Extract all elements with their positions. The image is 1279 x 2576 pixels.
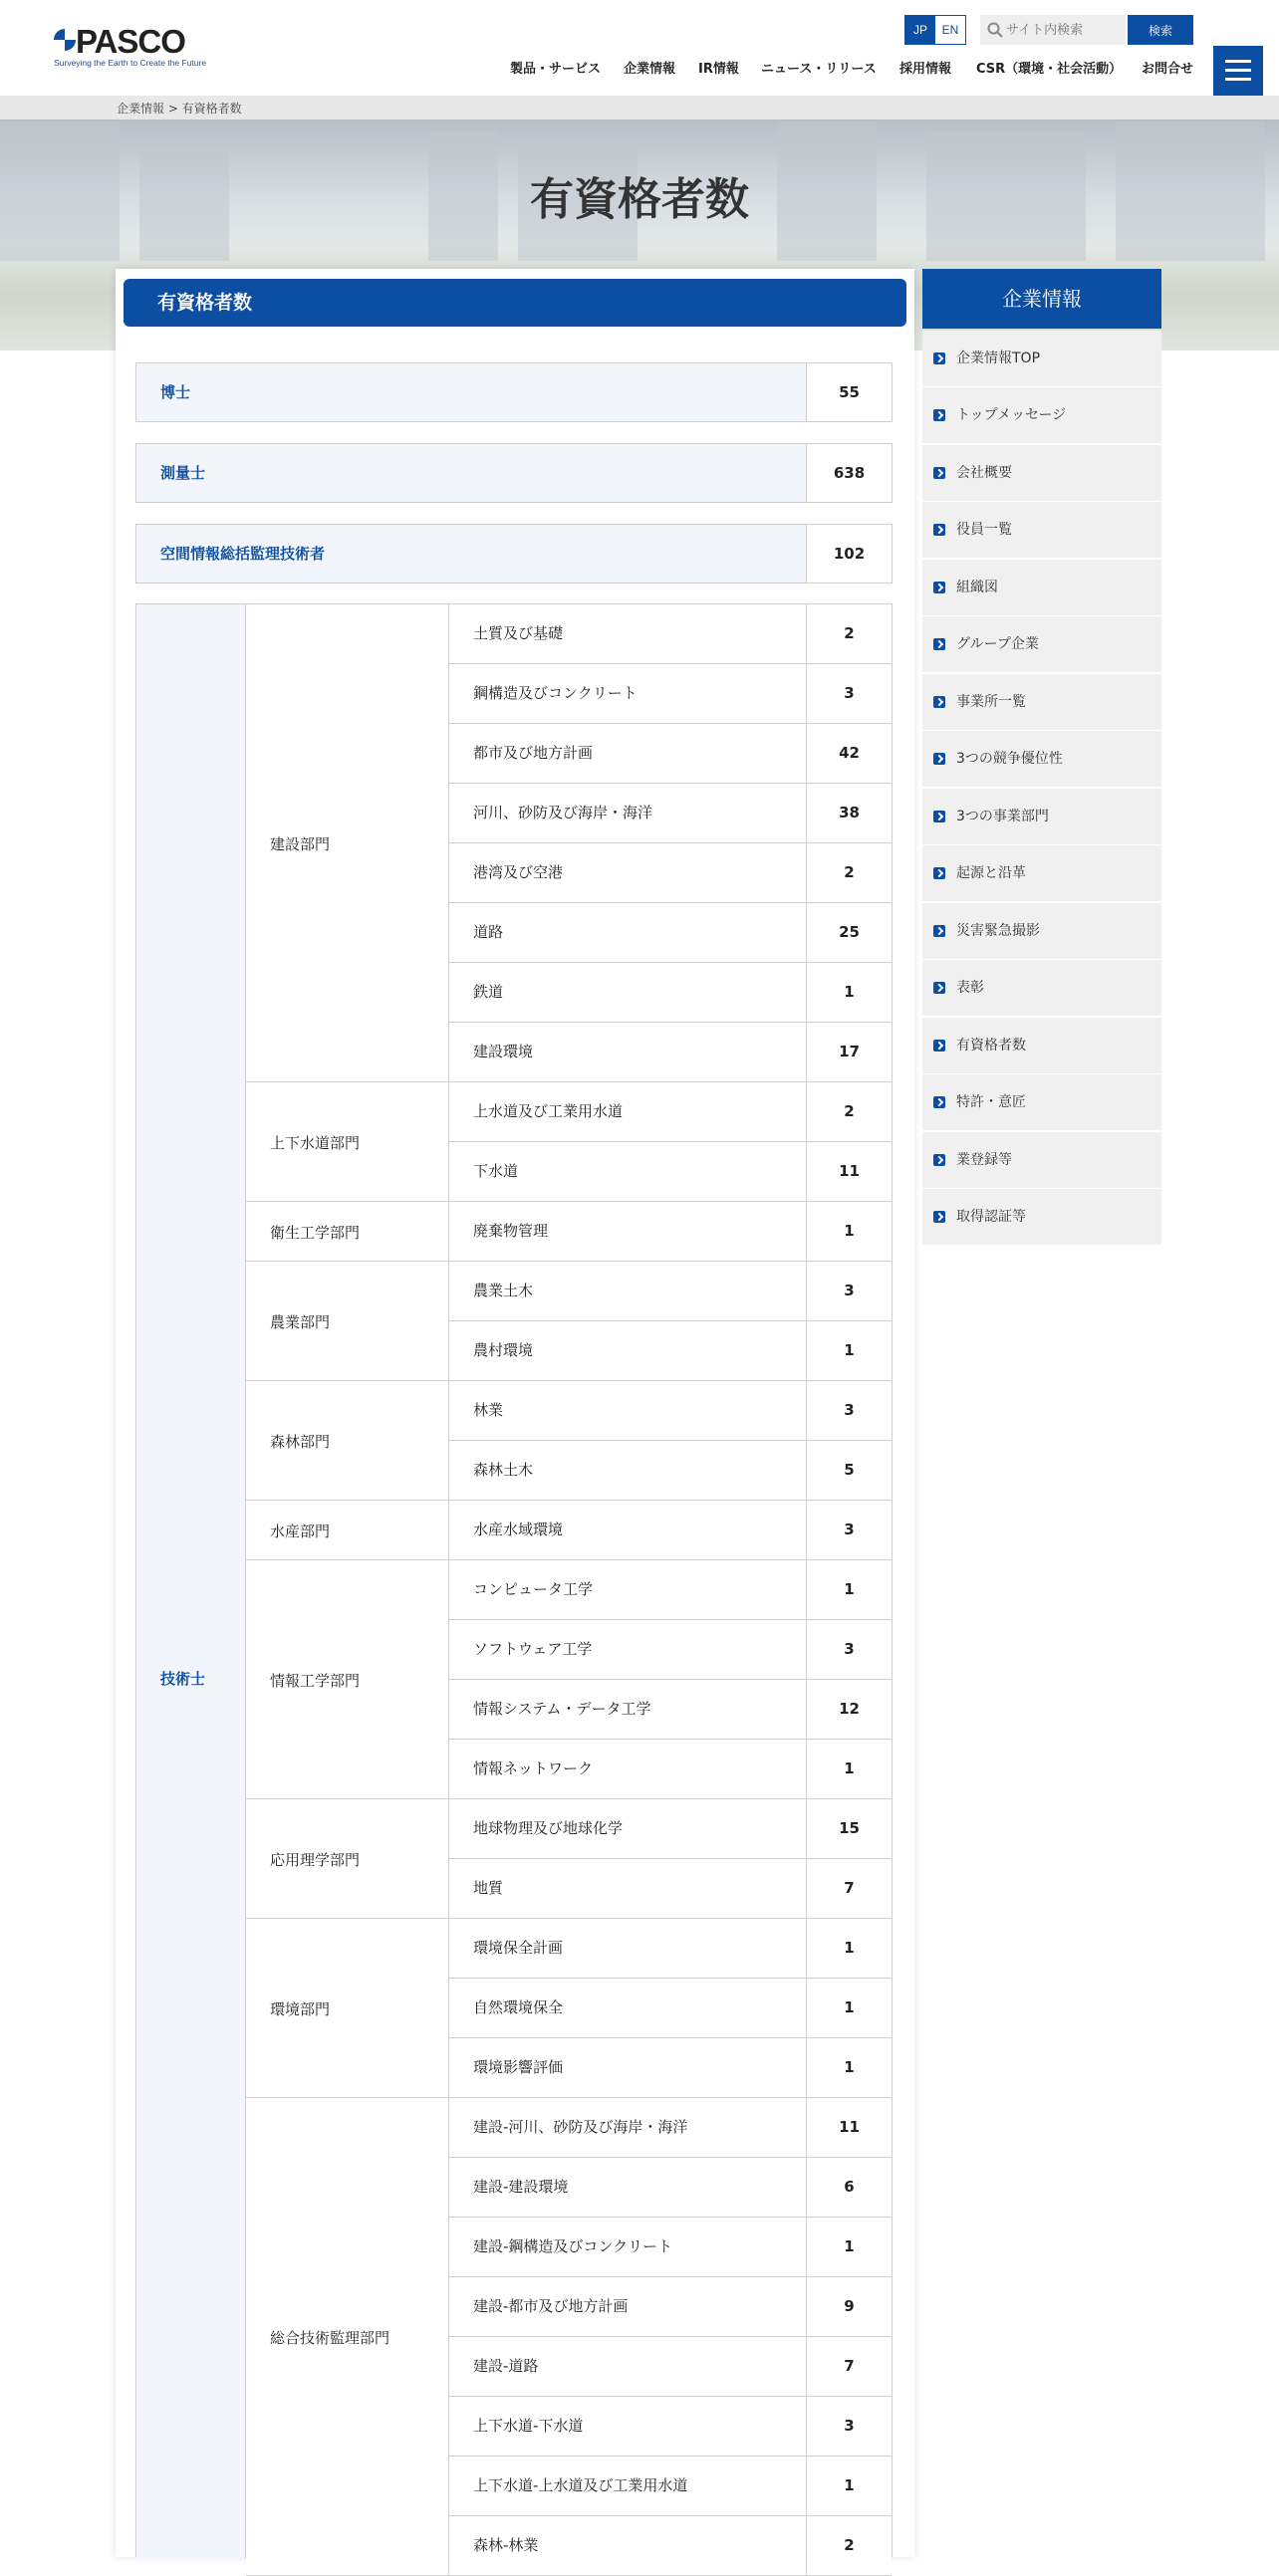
breadcrumb-bar bbox=[0, 96, 1279, 119]
table-row bbox=[449, 604, 892, 664]
row-label: 測量士 bbox=[160, 464, 206, 482]
department-name: 森林部門 bbox=[270, 1433, 331, 1451]
breadcrumb: 企業情報 > 有資格者数 bbox=[117, 102, 242, 116]
table-row bbox=[449, 843, 892, 903]
sidebar-item[interactable] bbox=[922, 789, 1161, 844]
qualification-name: 地質 bbox=[473, 1879, 504, 1897]
arrow-right-icon bbox=[933, 1096, 945, 1108]
table-row bbox=[449, 1919, 892, 1979]
arrow-right-icon bbox=[933, 352, 945, 364]
sidebar-item-label: 取得認証等 bbox=[956, 1209, 1026, 1225]
pasco-logo-mark-icon bbox=[52, 28, 78, 52]
qualification-count: 2 bbox=[806, 604, 892, 663]
qualification-count: 3 bbox=[806, 2397, 892, 2456]
qualification-count: 1 bbox=[806, 1321, 892, 1380]
qualification-count: 15 bbox=[806, 1799, 892, 1858]
arrow-right-icon bbox=[933, 1040, 945, 1052]
table-row bbox=[449, 1620, 892, 1680]
department-cell bbox=[246, 1381, 449, 1501]
row-label: 空間情報総括監理技術者 bbox=[160, 545, 326, 563]
sidebar-item-label: 有資格者数 bbox=[956, 1037, 1026, 1054]
department-name: 衛生工学部門 bbox=[270, 1224, 361, 1242]
qualification-name: 情報ネットワーク bbox=[473, 1759, 594, 1777]
qualification-name: 環境影響評価 bbox=[473, 2058, 564, 2076]
sidebar-list bbox=[922, 331, 1161, 1246]
qualification-name: 道路 bbox=[473, 923, 504, 941]
sidebar-item-label: 3つの競争優位性 bbox=[956, 751, 1063, 767]
arrow-right-icon bbox=[933, 638, 945, 650]
qualification-name: 鉄道 bbox=[473, 983, 504, 1001]
sidebar-title: 企業情報 bbox=[922, 269, 1161, 329]
qualification-count: 17 bbox=[806, 1023, 892, 1081]
table-row bbox=[449, 1262, 892, 1321]
table-row bbox=[449, 664, 892, 724]
sidebar-item-label: 表彰 bbox=[956, 980, 984, 996]
logo-tagline: Surveying the Earth to Create the Future bbox=[54, 58, 207, 68]
qualification-count: 1 bbox=[806, 1202, 892, 1261]
table-row bbox=[449, 2158, 892, 2218]
qualification-name: 都市及び地方計画 bbox=[473, 744, 594, 762]
sidebar-item-label: 特許・意匠 bbox=[956, 1094, 1026, 1110]
qualification-count: 38 bbox=[806, 784, 892, 842]
qualification-count: 3 bbox=[806, 1262, 892, 1320]
table-row bbox=[449, 1142, 892, 1202]
qualification-name: 農業土木 bbox=[473, 1282, 534, 1299]
arrow-right-icon bbox=[933, 1211, 945, 1223]
qualification-name: 農村環境 bbox=[473, 1341, 534, 1359]
department-name: 応用理学部門 bbox=[270, 1851, 361, 1869]
table-row bbox=[449, 1023, 892, 1082]
qualification-count: 7 bbox=[806, 2337, 892, 2396]
table-row bbox=[135, 524, 893, 584]
qualification-name: ソフトウェア工学 bbox=[473, 1640, 593, 1658]
sidebar-item[interactable] bbox=[922, 1074, 1161, 1130]
table-row bbox=[449, 2098, 892, 2158]
sidebar-item[interactable] bbox=[922, 1018, 1161, 1073]
qualification-name: 建設-道路 bbox=[473, 2357, 539, 2375]
arrow-right-icon bbox=[933, 1154, 945, 1166]
qualification-count: 3 bbox=[806, 664, 892, 723]
qualification-count: 1 bbox=[806, 1740, 892, 1798]
qualification-name: 環境保全計画 bbox=[473, 1939, 564, 1957]
site-header bbox=[0, 0, 1279, 96]
table-row bbox=[449, 1560, 892, 1620]
nav-ir[interactable]: IR情報 bbox=[698, 62, 739, 77]
table-row bbox=[449, 1441, 892, 1501]
table-row bbox=[449, 2038, 892, 2098]
qualification-name: 林業 bbox=[473, 1401, 504, 1419]
department-cell bbox=[246, 2098, 449, 2576]
qualification-count: 42 bbox=[806, 724, 892, 783]
qualification-count: 9 bbox=[806, 2277, 892, 2336]
nav-products[interactable]: 製品・サービス bbox=[510, 62, 602, 77]
qualification-name: 情報システム・データ工学 bbox=[473, 1700, 651, 1718]
hamburger-menu-button[interactable] bbox=[1213, 46, 1263, 96]
qualification-count: 2 bbox=[806, 843, 892, 902]
global-nav bbox=[498, 58, 1205, 82]
sidebar-item-label: 企業情報TOP bbox=[956, 350, 1041, 366]
qualification-name: 港湾及び空港 bbox=[473, 863, 564, 881]
arrow-right-icon bbox=[933, 467, 945, 479]
menu-bar-icon bbox=[1225, 78, 1251, 81]
department-cell bbox=[246, 1799, 449, 1919]
row-label: 博士 bbox=[160, 383, 191, 401]
department-name: 総合技術監理部門 bbox=[270, 2329, 390, 2347]
department-cell bbox=[246, 604, 449, 1082]
language-switch bbox=[904, 15, 966, 45]
sidebar-item-label: トップメッセージ bbox=[956, 407, 1067, 423]
qualification-name: 上下水道-上水道及び工業用水道 bbox=[473, 2476, 688, 2494]
table-row bbox=[449, 903, 892, 963]
qualification-count: 6 bbox=[806, 2158, 892, 2217]
sidebar-item[interactable] bbox=[922, 731, 1161, 787]
table-row bbox=[449, 2277, 892, 2337]
arrow-right-icon bbox=[933, 696, 945, 708]
qualification-name: 建設-都市及び地方計画 bbox=[473, 2297, 629, 2315]
qualification-name: 建設-河川、砂防及び海岸・海洋 bbox=[473, 2118, 688, 2136]
qualification-count: 11 bbox=[806, 1142, 892, 1201]
sidebar-item[interactable] bbox=[922, 845, 1161, 901]
qualification-name: 建設環境 bbox=[473, 1043, 534, 1060]
sidebar-item[interactable] bbox=[922, 331, 1161, 386]
table-row bbox=[449, 1381, 892, 1441]
qualification-count: 1 bbox=[806, 2038, 892, 2097]
menu-bar-icon bbox=[1225, 69, 1251, 72]
menu-bar-icon bbox=[1225, 60, 1251, 63]
qualification-count: 3 bbox=[806, 1620, 892, 1679]
qualification-count: 1 bbox=[806, 1919, 892, 1978]
table-row bbox=[135, 443, 893, 503]
sidebar-item-label: 組織図 bbox=[956, 579, 998, 595]
sidebar-item-label: 起源と沿革 bbox=[956, 865, 1026, 881]
qualification-count: 1 bbox=[806, 2218, 892, 2276]
table-row bbox=[449, 2218, 892, 2277]
department-name: 環境部門 bbox=[270, 2000, 331, 2018]
qualification-name: 廃棄物管理 bbox=[473, 1222, 549, 1240]
qualification-count: 1 bbox=[806, 1560, 892, 1619]
table-row bbox=[449, 784, 892, 843]
qualification-name: 建設-建設環境 bbox=[473, 2178, 569, 2196]
arrow-right-icon bbox=[933, 811, 945, 822]
qualification-count: 5 bbox=[806, 1441, 892, 1500]
qualification-name: 上下水道-下水道 bbox=[473, 2417, 584, 2435]
department-name: 上下水道部門 bbox=[270, 1134, 361, 1152]
table-row bbox=[449, 724, 892, 784]
table-row bbox=[449, 963, 892, 1023]
lang-jp-button[interactable]: JP bbox=[905, 16, 935, 44]
sidebar-item-label: 3つの事業部門 bbox=[956, 808, 1049, 824]
qualification-name: 自然環境保全 bbox=[473, 1998, 564, 2016]
table-row bbox=[449, 1859, 892, 1919]
qualification-count: 2 bbox=[806, 1082, 892, 1141]
arrow-right-icon bbox=[933, 867, 945, 879]
department-cell bbox=[246, 1919, 449, 2098]
search-button[interactable]: 検索 bbox=[1128, 15, 1193, 45]
table-row bbox=[449, 1202, 892, 1262]
department-name: 農業部門 bbox=[270, 1313, 331, 1331]
sidebar-item-label: 会社概要 bbox=[956, 464, 1012, 481]
arrow-right-icon bbox=[933, 753, 945, 765]
nav-corporate[interactable]: 企業情報 bbox=[624, 62, 676, 77]
department-cell bbox=[246, 1560, 449, 1799]
department-cell bbox=[246, 1202, 449, 1262]
department-name: 建設部門 bbox=[270, 835, 331, 853]
page-title: 有資格者数 bbox=[530, 174, 749, 225]
sidebar-item[interactable] bbox=[922, 1189, 1161, 1245]
department-cell bbox=[246, 1501, 449, 1560]
row-value: 55 bbox=[806, 363, 892, 421]
nav-contact[interactable]: お問合せ bbox=[1142, 62, 1194, 77]
table-row bbox=[449, 2516, 892, 2576]
qualification-name: 森林-林業 bbox=[473, 2536, 539, 2554]
sidebar-item[interactable] bbox=[922, 960, 1161, 1016]
table-row bbox=[449, 1082, 892, 1142]
qualification-name: 河川、砂防及び海岸・海洋 bbox=[473, 804, 653, 821]
sidebar-item-label: 事業所一覧 bbox=[956, 693, 1026, 710]
nav-recruit[interactable]: 採用情報 bbox=[899, 62, 952, 77]
lang-en-button[interactable]: EN bbox=[935, 16, 965, 44]
sidebar-item-label: 役員一覧 bbox=[956, 522, 1012, 538]
department-name: 情報工学部門 bbox=[270, 1672, 361, 1690]
sidebar-item[interactable] bbox=[922, 445, 1161, 501]
sidebar-item[interactable] bbox=[922, 502, 1161, 558]
sidebar-item-label: 災害緊急撮影 bbox=[956, 922, 1040, 939]
logo-wordmark: PASCO bbox=[76, 23, 185, 60]
table-row bbox=[449, 1321, 892, 1381]
department-name: 水産部門 bbox=[270, 1522, 331, 1540]
sidebar-item-label: グループ企業 bbox=[956, 636, 1039, 652]
sidebar-item[interactable] bbox=[922, 903, 1161, 959]
qualification-count: 1 bbox=[806, 2457, 892, 2515]
nav-csr[interactable]: CSR（環境・社会活動） bbox=[976, 62, 1123, 77]
table-row bbox=[449, 1979, 892, 2038]
qualification-name: 森林土木 bbox=[473, 1461, 534, 1479]
qualification-name: 下水道 bbox=[473, 1162, 519, 1180]
sidebar-item[interactable] bbox=[922, 387, 1161, 443]
table-row bbox=[449, 2337, 892, 2397]
search-input[interactable] bbox=[1006, 15, 1124, 45]
qualifications-panel bbox=[116, 269, 914, 2557]
row-value: 638 bbox=[806, 444, 892, 502]
site-search bbox=[980, 15, 1126, 45]
qualification-name: 建設-鋼構造及びコンクリート bbox=[473, 2237, 673, 2255]
arrow-right-icon bbox=[933, 925, 945, 937]
qualification-name: 上水道及び工業用水道 bbox=[473, 1102, 624, 1120]
table-row bbox=[449, 2397, 892, 2457]
table-row bbox=[449, 1740, 892, 1799]
sidebar bbox=[922, 269, 1161, 1245]
qualification-name: 土質及び基礎 bbox=[473, 624, 564, 642]
table-row bbox=[449, 2457, 892, 2516]
department-cell bbox=[246, 1262, 449, 1381]
row-value: 102 bbox=[806, 525, 892, 583]
qualification-count: 1 bbox=[806, 1979, 892, 2037]
department-cell bbox=[246, 1082, 449, 1202]
nav-news[interactable]: ニュース・リリース bbox=[761, 62, 877, 77]
gishi-table bbox=[135, 603, 893, 2557]
qualification-count: 2 bbox=[806, 2516, 892, 2575]
arrow-right-icon bbox=[933, 409, 945, 421]
arrow-right-icon bbox=[933, 982, 945, 994]
table-row bbox=[449, 1799, 892, 1859]
qualification-name: 地球物理及び地球化学 bbox=[473, 1819, 624, 1837]
section-title: 有資格者数 bbox=[124, 279, 906, 327]
pasco-logo[interactable] bbox=[52, 23, 207, 70]
qualification-count: 11 bbox=[806, 2098, 892, 2157]
arrow-right-icon bbox=[933, 582, 945, 593]
table-row bbox=[449, 1501, 892, 1560]
sidebar-item[interactable] bbox=[922, 674, 1161, 730]
table-row bbox=[135, 362, 893, 422]
qualification-name: 水産水域環境 bbox=[473, 1521, 564, 1538]
qualification-count: 3 bbox=[806, 1501, 892, 1559]
qualification-name: 鋼構造及びコンクリート bbox=[473, 684, 638, 702]
qualification-count: 12 bbox=[806, 1680, 892, 1739]
sidebar-item[interactable] bbox=[922, 616, 1161, 672]
qualification-name: コンピュータ工学 bbox=[473, 1580, 594, 1598]
sidebar-item-label: 業登録等 bbox=[956, 1151, 1012, 1168]
sidebar-item[interactable] bbox=[922, 1132, 1161, 1188]
gishi-label: 技術士 bbox=[160, 1670, 206, 1688]
arrow-right-icon bbox=[933, 524, 945, 536]
qualification-count: 25 bbox=[806, 903, 892, 962]
table-row bbox=[449, 1680, 892, 1740]
qualification-count: 7 bbox=[806, 1859, 892, 1918]
qualification-count: 1 bbox=[806, 963, 892, 1022]
gishi-cell bbox=[136, 604, 246, 2558]
search-icon bbox=[986, 21, 1004, 39]
sidebar-item[interactable] bbox=[922, 560, 1161, 615]
qualification-count: 3 bbox=[806, 1381, 892, 1440]
